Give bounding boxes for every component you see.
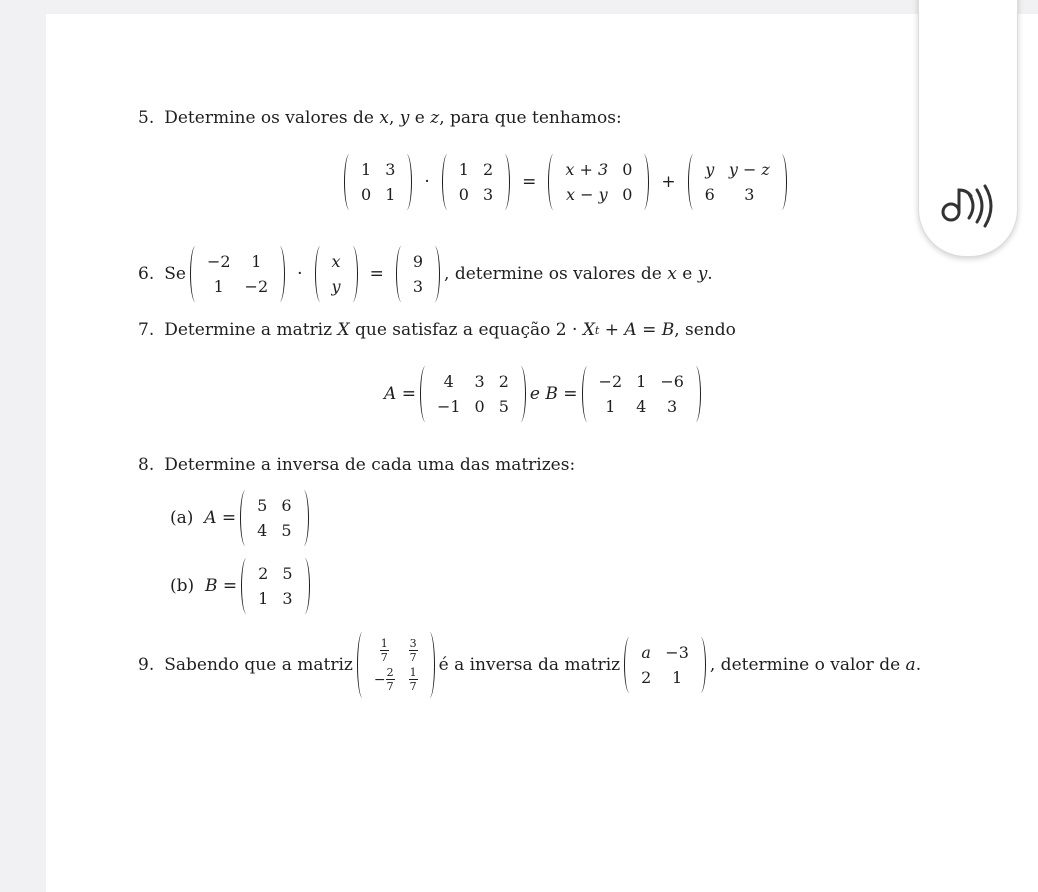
question-7-matrices: A = 4 3 2 −1 0 5 e B = −2 1 −6 1 4 3	[384, 366, 705, 422]
vector: 9 3	[396, 246, 440, 302]
question-6: 6. Se −2 1 1 −2 · x y = 9 3 , determine os valores de x e y .	[138, 246, 713, 302]
matrix: x + 3 0 x − y 0	[548, 154, 649, 210]
matrix-a: 4 3 2 −1 0 5	[420, 366, 526, 422]
document-page	[46, 14, 1038, 892]
question-8a: (a) A = 5 6 4 5	[170, 490, 313, 546]
fraction-matrix: $\frac{1}{7}$ $\frac{3}{7}$ − $\frac{2}{7}$ $\frac{1}{7}$	[357, 632, 435, 698]
matrix-a: 5 6 4 5	[240, 490, 308, 546]
matrix: y y − z 6 3	[688, 154, 787, 210]
vector: x y	[315, 246, 358, 302]
question-9: 9. Sabendo que a matriz $\frac{1}{7}$ $\frac{3}{7}$ − $\frac{2}{7}$ $\frac{1}{7}$ é a inversa da matriz a −3 2 1 , determine o valor de a .	[138, 632, 921, 698]
question-5-equation: 1 3 0 1 · 1 2 0 3 = x + 3 0 x − y 0 + y y − z 6 3	[340, 154, 791, 210]
question-5: 5. Determine os valores de x , y e z , para que tenhamos:	[138, 108, 622, 128]
matrix: 1 3 0 1	[344, 154, 412, 210]
matrix-b: −2 1 −6 1 4 3	[582, 366, 701, 422]
matrix: −2 1 1 −2	[190, 246, 285, 302]
read-aloud-button[interactable]	[918, 0, 1018, 257]
matrix: 1 2 0 3	[442, 154, 510, 210]
question-8: 8. Determine a inversa de cada uma das matrizes:	[138, 455, 576, 475]
matrix: a −3 2 1	[624, 637, 706, 693]
matrix-b: 2 5 1 3	[241, 558, 309, 614]
question-7: 7. Determine a matriz X que satisfaz a equação 2 · X t + A = B , sendo	[138, 320, 736, 340]
question-8b: (b) B = 2 5 1 3	[170, 558, 314, 614]
audio-speaker-icon	[939, 180, 999, 230]
